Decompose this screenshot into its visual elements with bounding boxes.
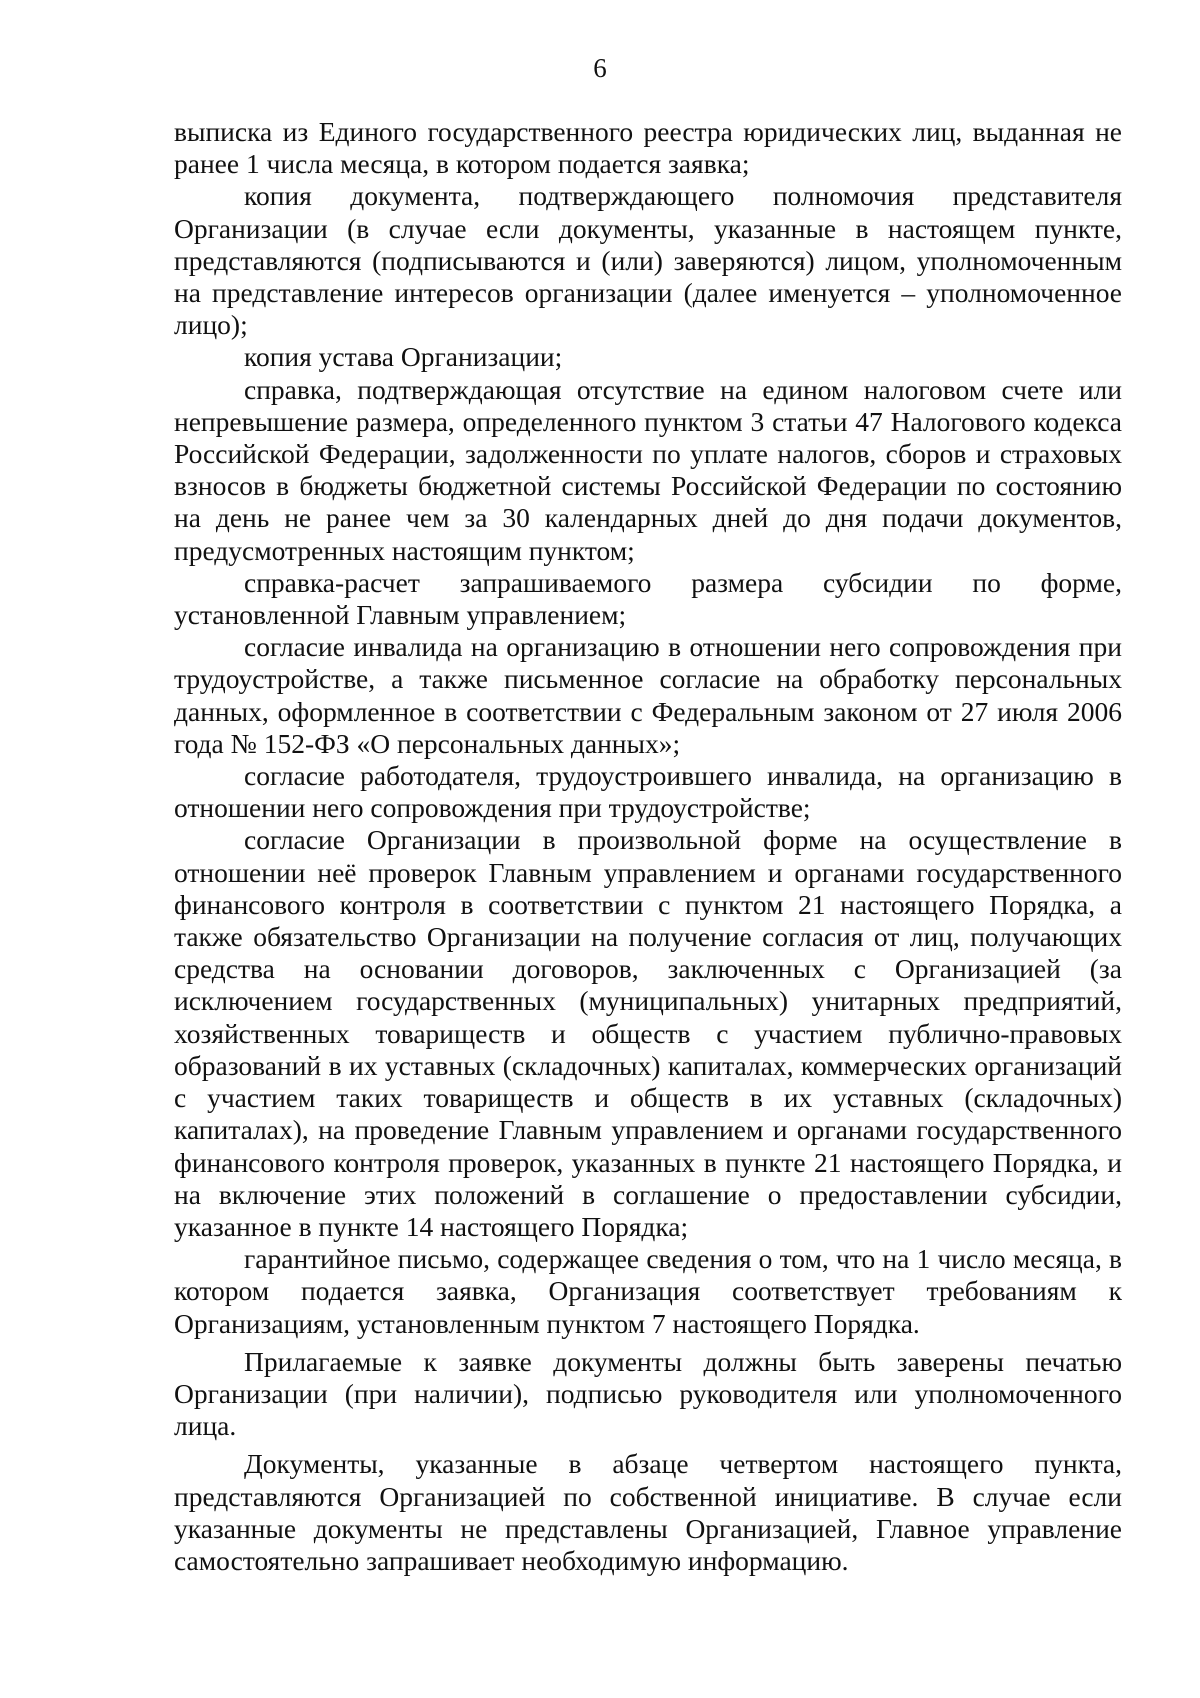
paragraph-subsidy-calculation: справка-расчет запрашиваемого размера субсидии по форме, установленной Главным управлением; xyxy=(174,566,1122,631)
paragraph-disabled-person-consent: согласие инвалида на организацию в отношении него сопровождения при трудоустройстве, а также письменное согласие на обработку персональных данных, оформленное в соответствии с Федеральным законом от 27 июля 2006 года № 152-ФЗ «О персональных данных»; xyxy=(174,631,1122,759)
paragraph-guarantee-letter: гарантийное письмо, содержащее сведения о том, что на 1 число месяца, в котором подается заявка, Организация соответствует требованиям к Организациям, установленным пунктом 7 настоящего Порядка. xyxy=(174,1243,1122,1339)
paragraph-inspection-consent: согласие Организации в произвольной форме на осуществление в отношении неё проверок Главным управлением и органами государственного финансового контроля в соответствии с пунктом 21 настоящего Порядка, а также обязательство Организации на получение согласия от лиц, получающих средства на основании договоров, заключенных с Организацией (за исключением государственных (муниципальных) унитарных предприятий, хозяйственных товариществ и обществ с участием публично-правовых образований в их уставных (складочных) капиталах, коммерческих организаций с участием таких товариществ и обществ в их уставных (складочных) капиталах), на проведение Главным управлением и органами государственного финансового контроля проверок, указанных в пункте 21 настоящего Порядка, и на включение этих положений в соглашение о предоставлении субсидии, указанное в пункте 14 настоящего Порядка; xyxy=(174,824,1122,1242)
paragraph-representative-authority: копия документа, подтверждающего полномочия представителя Организации (в случае если документы, указанные в настоящем пункте, представляются (подписываются и (или) заверяются) лицом, уполномоченным на представление интересов организации (далее именуется – уполномоченное лицо); xyxy=(174,180,1122,341)
paragraph-tax-certificate: справка, подтверждающая отсутствие на едином налоговом счете или непревышение размера, определенного пунктом 3 статьи 47 Налогового кодекса Российской Федерации, задолженности по уплате налогов, сборов и страховых взносов в бюджеты бюджетной системы Российской Федерации по состоянию на день не ранее чем за 30 календарных дней до дня подачи документов, предусмотренных настоящим пунктом; xyxy=(174,373,1122,566)
paragraph-own-initiative: Документы, указанные в абзаце четвертом настоящего пункта, представляются Организацией по собственной инициативе. В случае если указанные документы не представлены Организацией, Главное управление самостоятельно запрашивает необходимую информацию. xyxy=(174,1448,1122,1576)
document-body xyxy=(174,116,1122,1577)
paragraph-document-certification: Прилагаемые к заявке документы должны быть заверены печатью Организации (при наличии), подписью руководителя или уполномоченного лица. xyxy=(174,1345,1122,1442)
page-number: 6 xyxy=(593,53,607,83)
paragraph-charter-copy: копия устава Организации; xyxy=(244,341,563,373)
paragraph-egrul-extract: выписка из Единого государственного реестра юридических лиц, выданная не ранее 1 числа месяца, в котором подается заявка; xyxy=(174,116,1122,180)
paragraph-employer-consent: согласие работодателя, трудоустроившего инвалида, на организацию в отношении него сопровождения при трудоустройстве; xyxy=(174,760,1122,824)
